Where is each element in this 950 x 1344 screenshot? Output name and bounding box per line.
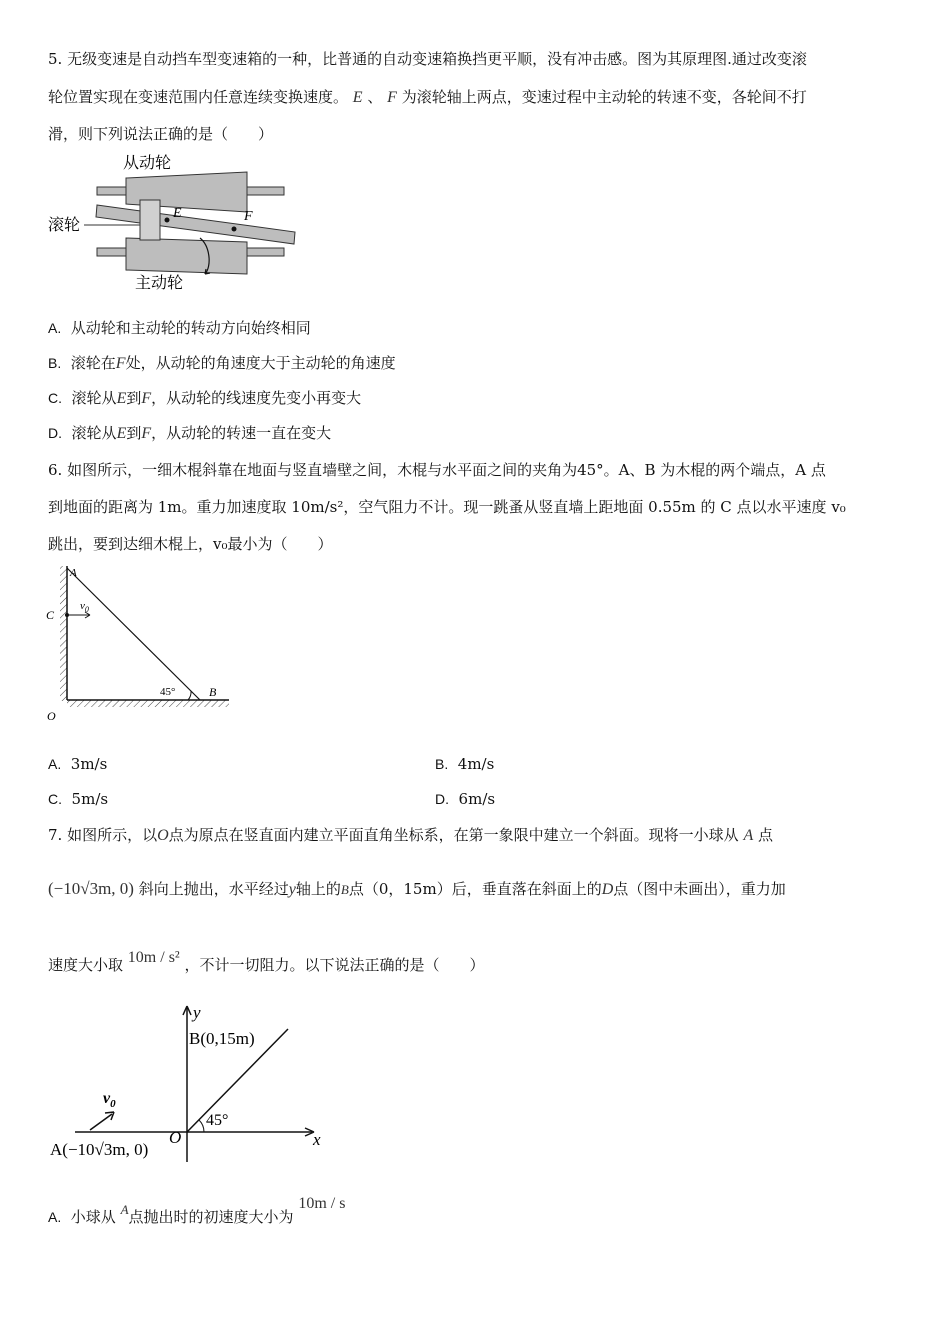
option-label: B.	[48, 355, 62, 371]
option-text: 到	[126, 389, 142, 407]
label-b: B	[209, 685, 217, 699]
q5-option-b	[48, 352, 396, 375]
q6-stem-line3: 跳出，要到达细木棍上，v₀最小为（ ）	[48, 535, 333, 553]
q7-option-a	[48, 1195, 346, 1229]
q5-cvt-diagram	[40, 150, 310, 300]
q6-stem-line1: 6. 如图所示，一细木棍斜靠在地面与竖直墙壁之间，木棍与水平面之间的夹角为45°。A、B 为木棍的两个端点，A 点	[48, 461, 826, 479]
symbol-y: y	[288, 881, 296, 898]
label-c: C	[46, 608, 55, 622]
option-text: 滚轮从	[71, 389, 117, 407]
q5-separator: 、	[367, 88, 383, 106]
symbol-b: B	[340, 882, 349, 897]
label-x: x	[313, 1130, 321, 1149]
symbol-a: A	[120, 1202, 129, 1217]
option-label: C.	[48, 390, 62, 406]
q7-stem-line1	[48, 824, 773, 847]
option-text: 3m/s	[70, 755, 108, 773]
symbol-e: E	[116, 390, 127, 407]
symbol-f: F	[141, 390, 152, 407]
q6-option-d	[435, 788, 495, 810]
option-label: D.	[435, 791, 449, 807]
option-label: B.	[435, 756, 449, 772]
option-text: 点抛出时的初速度大小为	[128, 1208, 294, 1226]
symbol-d: D	[601, 881, 614, 898]
option-text: 小球从	[70, 1208, 116, 1226]
option-text: 从动轮和主动轮的转动方向始终相同	[70, 319, 311, 337]
wooden-rod	[67, 568, 200, 700]
point-f	[232, 227, 237, 232]
label-y: y	[193, 1003, 201, 1022]
option-text: 滚轮从	[71, 424, 117, 442]
option-text: 6m/s	[458, 790, 496, 808]
label-a: A	[70, 567, 77, 579]
q6-option-b	[435, 753, 494, 775]
angle-label: 45°	[160, 686, 176, 698]
q7-stem-line2	[48, 878, 786, 901]
q7-stem-text: 速度大小取	[48, 956, 124, 974]
roller	[140, 200, 160, 240]
q5-option-c	[48, 387, 361, 410]
option-text: ，从动轮的转速一直在变大	[151, 424, 332, 442]
q7-stem-text: ，不计一切阻力。以下说法正确的是（ ）	[184, 956, 485, 974]
q5-stem-line1: 5. 无级变速是自动挡车型变速箱的一种，比普通的自动变速箱换挡更平顺，没有冲击感。图为其原理图.通过改变滚	[48, 50, 807, 68]
q7-stem-text: 点	[758, 826, 774, 844]
q7-stem-line3	[48, 949, 485, 977]
q7-coordinate-diagram	[40, 1000, 340, 1175]
initial-speed-value: 10m / s	[298, 1195, 346, 1212]
option-label: C.	[48, 791, 62, 807]
velocity-label: $v_0$	[80, 600, 89, 614]
symbol-o: O	[157, 827, 169, 844]
q6-option-a	[48, 753, 107, 775]
label-e: E	[173, 206, 182, 221]
q5-stem-text: 为滚轮轴上两点，变速过程中主动轮的转速不变，各轮间不打	[401, 88, 807, 106]
ground-hatch	[67, 700, 229, 707]
q7-stem-text: 7. 如图所示，以	[48, 826, 158, 844]
label-roller: 滚轮	[48, 215, 81, 234]
option-label: D.	[48, 425, 62, 441]
symbol-e: E	[116, 425, 127, 442]
q5-option-d	[48, 422, 331, 445]
label-a: A(−10√3m, 0)	[50, 1140, 149, 1159]
label-f: F	[244, 209, 253, 224]
q7-stem-text: 点为原点在竖直面内建立平面直角坐标系，在第一象限中建立一个斜面。现将一小球从	[168, 826, 739, 844]
acceleration-value: 10m / s²	[127, 949, 180, 966]
q5-symbol-e: E	[352, 89, 363, 106]
option-text: 4m/s	[457, 755, 495, 773]
q7-stem-text: 点（图中未画出），重力加	[613, 880, 786, 898]
coordinate-a: (−10√3m, 0)	[48, 879, 134, 898]
q7-stem-text: 轴上的	[295, 880, 341, 898]
q5-option-a	[48, 317, 311, 339]
wall-hatch	[60, 566, 67, 701]
label-driven-wheel: 从动轮	[123, 153, 172, 172]
point-e	[165, 218, 170, 223]
option-text: 5m/s	[71, 790, 109, 808]
option-label: A.	[48, 756, 62, 772]
symbol-a: A	[743, 827, 754, 844]
q5-symbol-f: F	[387, 89, 397, 106]
symbol-f: F	[141, 425, 152, 442]
driving-wheel	[126, 238, 247, 274]
label-b: B(0,15m)	[189, 1029, 255, 1048]
option-text: 滚轮在	[70, 354, 116, 372]
q6-option-c	[48, 788, 108, 810]
option-text: 到	[126, 424, 142, 442]
label-driving-wheel: 主动轮	[135, 273, 184, 292]
option-label: A.	[48, 320, 62, 336]
q6-incline-diagram	[40, 560, 240, 730]
label-o: O	[169, 1128, 182, 1147]
q7-stem-text: 点（0，15m）后，垂直落在斜面上的	[348, 880, 602, 898]
q6-stem-line2: 到地面的距离为 1m。重力加速度取 10m/s²，空气阻力不计。现一跳蚤从竖直墙上距地面 0.55m 的 C 点以水平速度 v₀	[48, 498, 846, 516]
q5-stem-line3: 滑，则下列说法正确的是（ ）	[48, 125, 274, 143]
option-text: ，从动轮的线速度先变小再变大	[151, 389, 362, 407]
velocity-label: $v_0$	[103, 1090, 116, 1110]
q5-stem-line2	[48, 86, 807, 109]
option-label: A.	[48, 1209, 62, 1225]
q5-stem-text: 轮位置实现在变速范围内任意连续变换速度。	[48, 88, 349, 106]
q7-stem-text: 斜向上抛出，水平经过	[138, 880, 289, 898]
option-text: 处，从动轮的角速度大于主动轮的角速度	[125, 354, 396, 372]
angle-label: 45°	[206, 1112, 229, 1129]
symbol-f: F	[115, 355, 126, 372]
angle-arc	[188, 691, 191, 700]
label-o: O	[47, 709, 56, 723]
angle-arc	[199, 1120, 204, 1132]
velocity-arrow	[90, 1114, 112, 1130]
